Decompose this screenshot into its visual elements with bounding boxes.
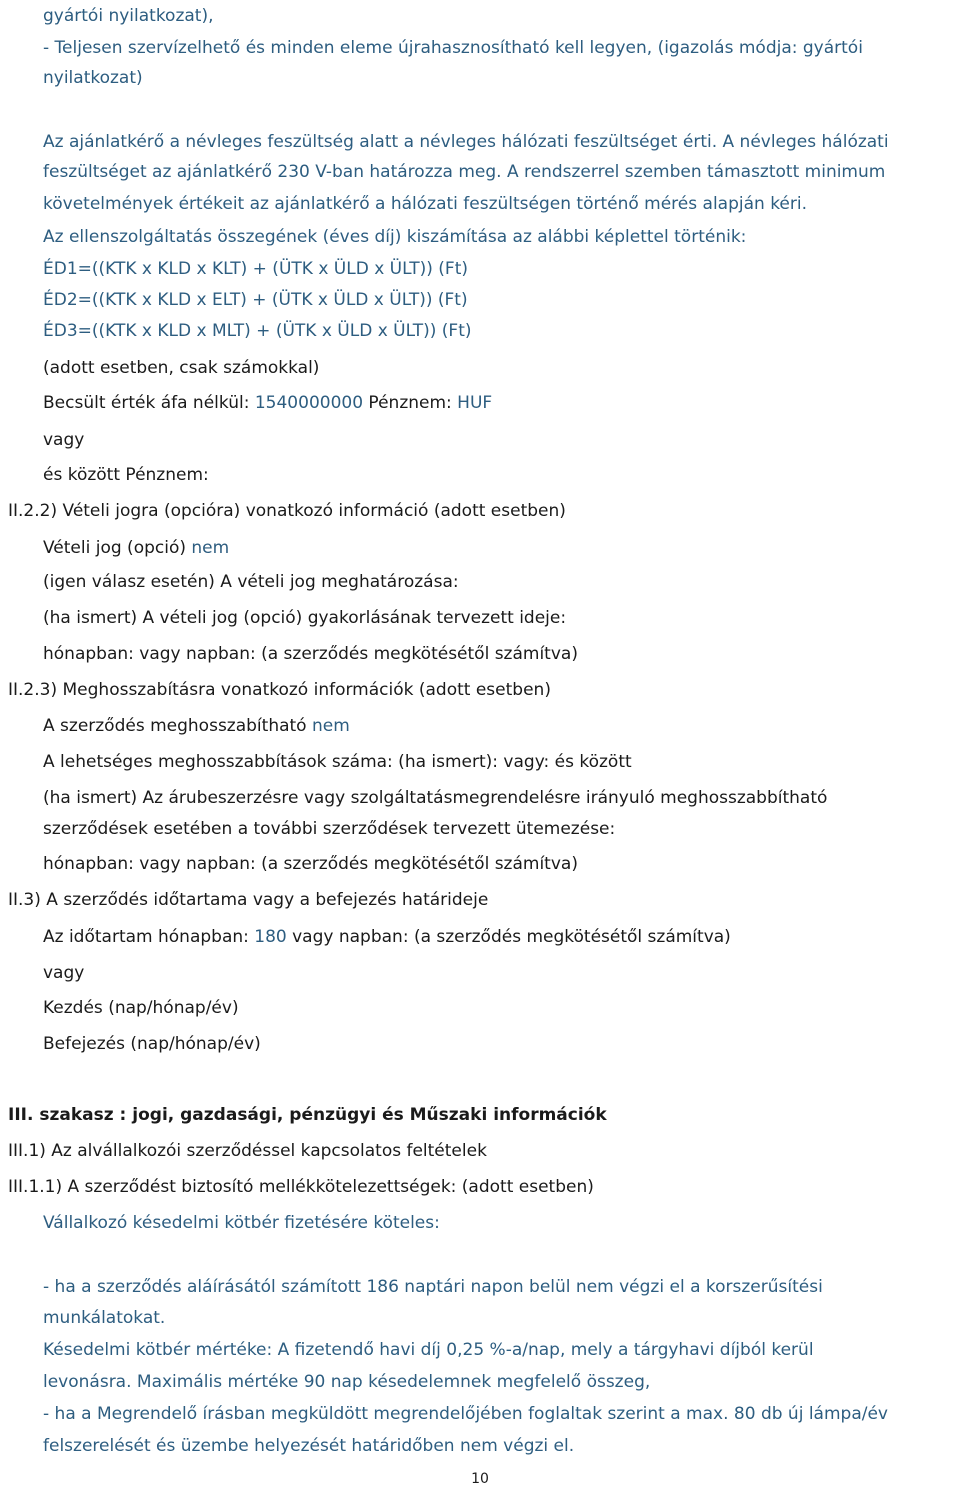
currency-value: HUF xyxy=(457,393,493,413)
option-planned: (ha ismert) A vételi jog (opció) gyakorlásának tervezett ideje: xyxy=(43,608,567,628)
formula-ed1: ÉD1=((KTK x KLD x KLT) + (ÜTK x ÜLD x ÜLT)) (Ft) xyxy=(43,259,468,279)
section-heading-iii11: III.1.1) A szerződést biztosító mellékkötelezettségek: (adott esetben) xyxy=(8,1177,594,1197)
end-date: Befejezés (nap/hónap/év) xyxy=(43,1034,261,1054)
currency-label: Pénznem: xyxy=(363,393,458,413)
duration-rest: vagy napban: (a szerződés megkötésétől számítva) xyxy=(286,927,731,947)
text-line: - Teljesen szervízelhető és minden eleme újrahasznosítható kell legyen, (igazolás módja: gyártói xyxy=(43,38,863,58)
penalty-text: munkálatokat. xyxy=(43,1308,166,1328)
penalty-intro: Vállalkozó késedelmi kötbér fizetésére köteles: xyxy=(43,1213,440,1233)
section-heading-ii22: II.2.2) Vételi jogra (opcióra) vonatkozó információ (adott esetben) xyxy=(8,501,566,521)
penalty-text: levonásra. Maximális mértéke 90 nap késedelemnek megfelelő összeg, xyxy=(43,1372,651,1392)
duration-line xyxy=(43,926,731,948)
extension-count: A lehetséges meghosszabbítások száma: (ha ismert): vagy: és között xyxy=(43,752,632,772)
start-date: Kezdés (nap/hónap/év) xyxy=(43,998,239,1018)
section-heading-ii3: II.3) A szerződés időtartama vagy a befejezés határideje xyxy=(8,890,489,910)
extension-value: nem xyxy=(311,716,350,736)
option-months: hónapban: vagy napban: (a szerződés megkötésétől számítva) xyxy=(43,644,578,664)
page-number: 10 xyxy=(471,1471,489,1487)
formula-ed3: ÉD3=((KTK x KLD x MLT) + (ÜTK x ÜLD x ÜLT)) (Ft) xyxy=(43,321,472,341)
estimate-range: és között Pénznem: xyxy=(43,465,209,485)
estimate-line xyxy=(43,392,492,414)
extension-months: hónapban: vagy napban: (a szerződés megkötésétől számítva) xyxy=(43,854,578,874)
text-line: gyártói nyilatkozat), xyxy=(43,6,214,26)
penalty-text: - ha a szerződés aláírásától számított 186 naptári napon belül nem végzi el a korszerűsítési xyxy=(43,1277,823,1297)
section-heading-iii: III. szakasz : jogi, gazdasági, pénzügyi és Műszaki információk xyxy=(8,1105,607,1125)
estimate-note: (adott esetben, csak számokkal) xyxy=(43,358,320,378)
extension-schedule: szerződések esetében a további szerződések tervezett ütemezése: xyxy=(43,819,616,839)
duration-label: Az időtartam hónapban: xyxy=(43,927,255,947)
penalty-text: - ha a Megrendelő írásban megküldött megrendelőjében foglaltak szerint a max. 80 db új lámpa/év xyxy=(43,1404,888,1424)
text-line: feszültséget az ajánlatkérő 230 V-ban határozza meg. A rendszerrel szemben támasztott minimum xyxy=(43,162,886,182)
option-line xyxy=(43,537,229,559)
option-definition: (igen válasz esetén) A vételi jog meghatározása: xyxy=(43,572,459,592)
text-line: Az ellenszolgáltatás összegének (éves díj) kiszámítása az alábbi képlettel történik: xyxy=(43,227,747,247)
penalty-text: Késedelmi kötbér mértéke: A fizetendő havi díj 0,25 %-a/nap, mely a tárgyhavi díjból kerül xyxy=(43,1340,814,1360)
text-line: nyilatkozat) xyxy=(43,68,143,88)
duration-or: vagy xyxy=(43,963,85,983)
option-value: nem xyxy=(191,538,230,558)
estimate-value: 1540000000 xyxy=(254,393,364,413)
text-line: Az ajánlatkérő a névleges feszültség alatt a névleges hálózati feszültséget érti. A névleges hálózati xyxy=(43,132,889,152)
section-heading-ii23: II.2.3) Meghosszabításra vonatkozó információk (adott esetben) xyxy=(8,680,551,700)
penalty-text: felszerelését és üzembe helyezését határidőben nem végzi el. xyxy=(43,1436,575,1456)
formula-ed2: ÉD2=((KTK x KLD x ELT) + (ÜTK x ÜLD x ÜLT)) (Ft) xyxy=(43,290,468,310)
extension-schedule: (ha ismert) Az árubeszerzésre vagy szolgáltatásmegrendelésre irányuló meghosszabbítható xyxy=(43,788,828,808)
option-label: Vételi jog (opció) xyxy=(43,538,192,558)
text-line: követelmények értékeit az ajánlatkérő a hálózati feszültségen történő mérés alapján kéri. xyxy=(43,194,808,214)
section-heading-iii1: III.1) Az alvállalkozói szerződéssel kapcsolatos feltételek xyxy=(8,1141,487,1161)
duration-value: 180 xyxy=(254,927,287,947)
extension-line xyxy=(43,715,350,737)
estimate-label: Becsült érték áfa nélkül: xyxy=(43,393,255,413)
extension-label: A szerződés meghosszabítható xyxy=(43,716,312,736)
estimate-or: vagy xyxy=(43,430,85,450)
